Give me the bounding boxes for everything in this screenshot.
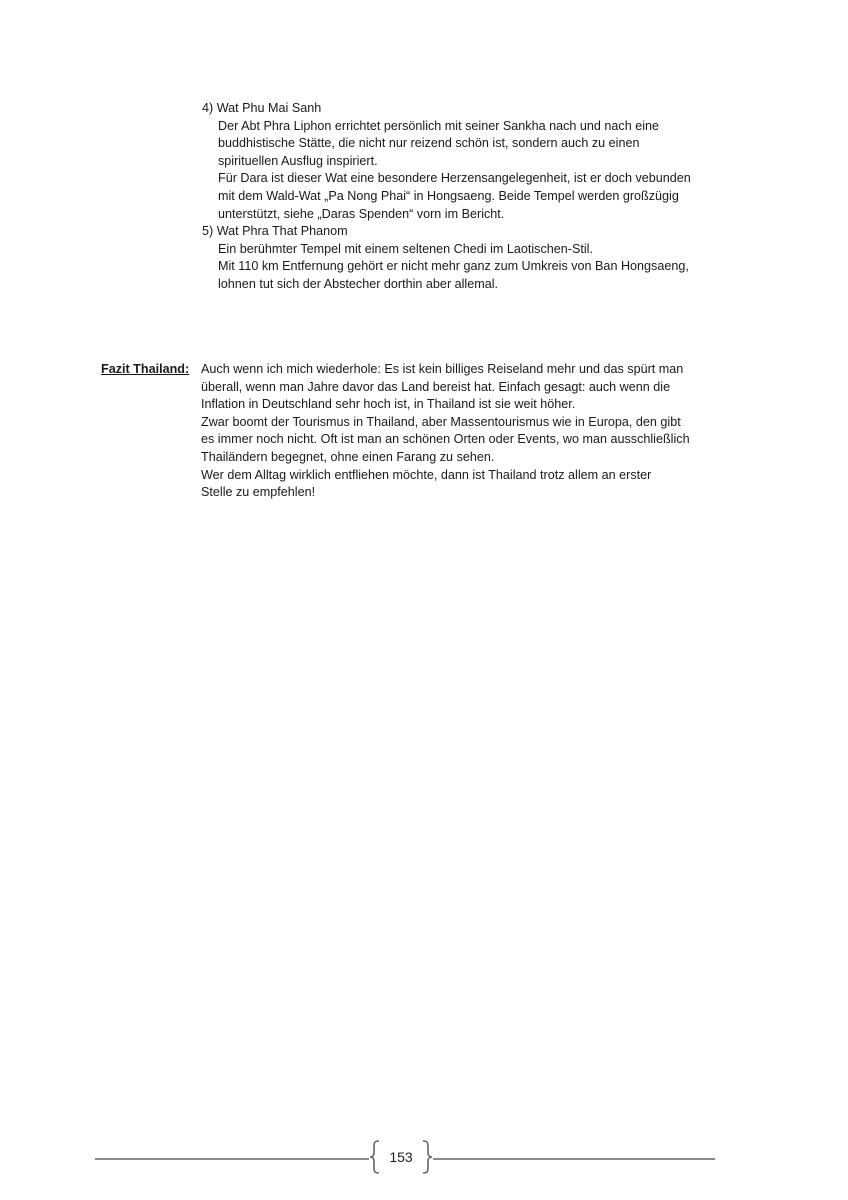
- temple-list: [202, 100, 742, 294]
- page-footer: [95, 1140, 715, 1176]
- temple-item-4-line: Der Abt Phra Liphon errichtet persönlich mit seiner Sankha nach und nach eine: [218, 118, 660, 133]
- fazit-line: es immer noch nicht. Oft ist man an schönen Orten oder Events, wo man ausschließlich: [201, 432, 690, 447]
- temple-item-5-line: lohnen tut sich der Abstecher dorthin aber allemal.: [218, 276, 499, 291]
- fazit-paragraph: [201, 361, 741, 502]
- fazit-heading: Fazit Thailand:: [101, 362, 190, 376]
- page-number: 153: [389, 1149, 413, 1165]
- fazit-line: Auch wenn ich mich wiederhole: Es ist kein billiges Reiseland mehr und das spürt man: [201, 362, 684, 376]
- fazit-line: Wer dem Alltag wirklich entfliehen möchte, dann ist Thailand trotz allem an erster: [201, 467, 652, 482]
- footer-rule-left: [95, 1158, 369, 1160]
- temple-item-5-title: 5) Wat Phra That Phanom: [202, 224, 348, 239]
- footer-rule-right: [433, 1158, 715, 1160]
- temple-item-4-title: 4) Wat Phu Mai Sanh: [202, 101, 322, 115]
- fazit-line: Stelle zu empfehlen!: [201, 485, 316, 500]
- temple-item-5-line: Ein berühmter Tempel mit einem seltenen Chedi im Laotischen-Stil.: [218, 241, 593, 256]
- fazit-line: überall, wenn man Jahre davor das Land bereist hat. Einfach gesagt: auch wenn die: [201, 379, 671, 394]
- temple-item-4-line: Für Dara ist dieser Wat eine besondere Herzensangelegenheit, ist er doch vebunden: [218, 171, 691, 186]
- temple-item-4-line: mit dem Wald-Wat „Pa Nong Phai“ in Hongsaeng. Beide Tempel werden großzügig: [218, 188, 679, 203]
- fazit-line: Inflation in Deutschland sehr hoch ist, in Thailand ist sie weit höher.: [201, 397, 576, 412]
- temple-item-5-line: Mit 110 km Entfernung gehört er nicht mehr ganz zum Umkreis von Ban Hongsaeng,: [218, 259, 689, 274]
- temple-item-4-line: unterstützt, siehe „Daras Spenden“ vorn im Bericht.: [218, 206, 505, 221]
- right-brace-icon: [421, 1140, 433, 1174]
- fazit-line: Thailändern begegnet, ohne einen Farang zu sehen.: [201, 449, 495, 464]
- fazit-line: Zwar boomt der Tourismus in Thailand, aber Massentourismus wie in Europa, den gibt: [201, 414, 681, 429]
- left-brace-icon: [369, 1140, 381, 1174]
- temple-item-4-line: spirituellen Ausflug inspiriert.: [218, 153, 378, 168]
- temple-item-4-line: buddhistische Stätte, die nicht nur reizend schön ist, sondern auch zu einen: [218, 136, 640, 151]
